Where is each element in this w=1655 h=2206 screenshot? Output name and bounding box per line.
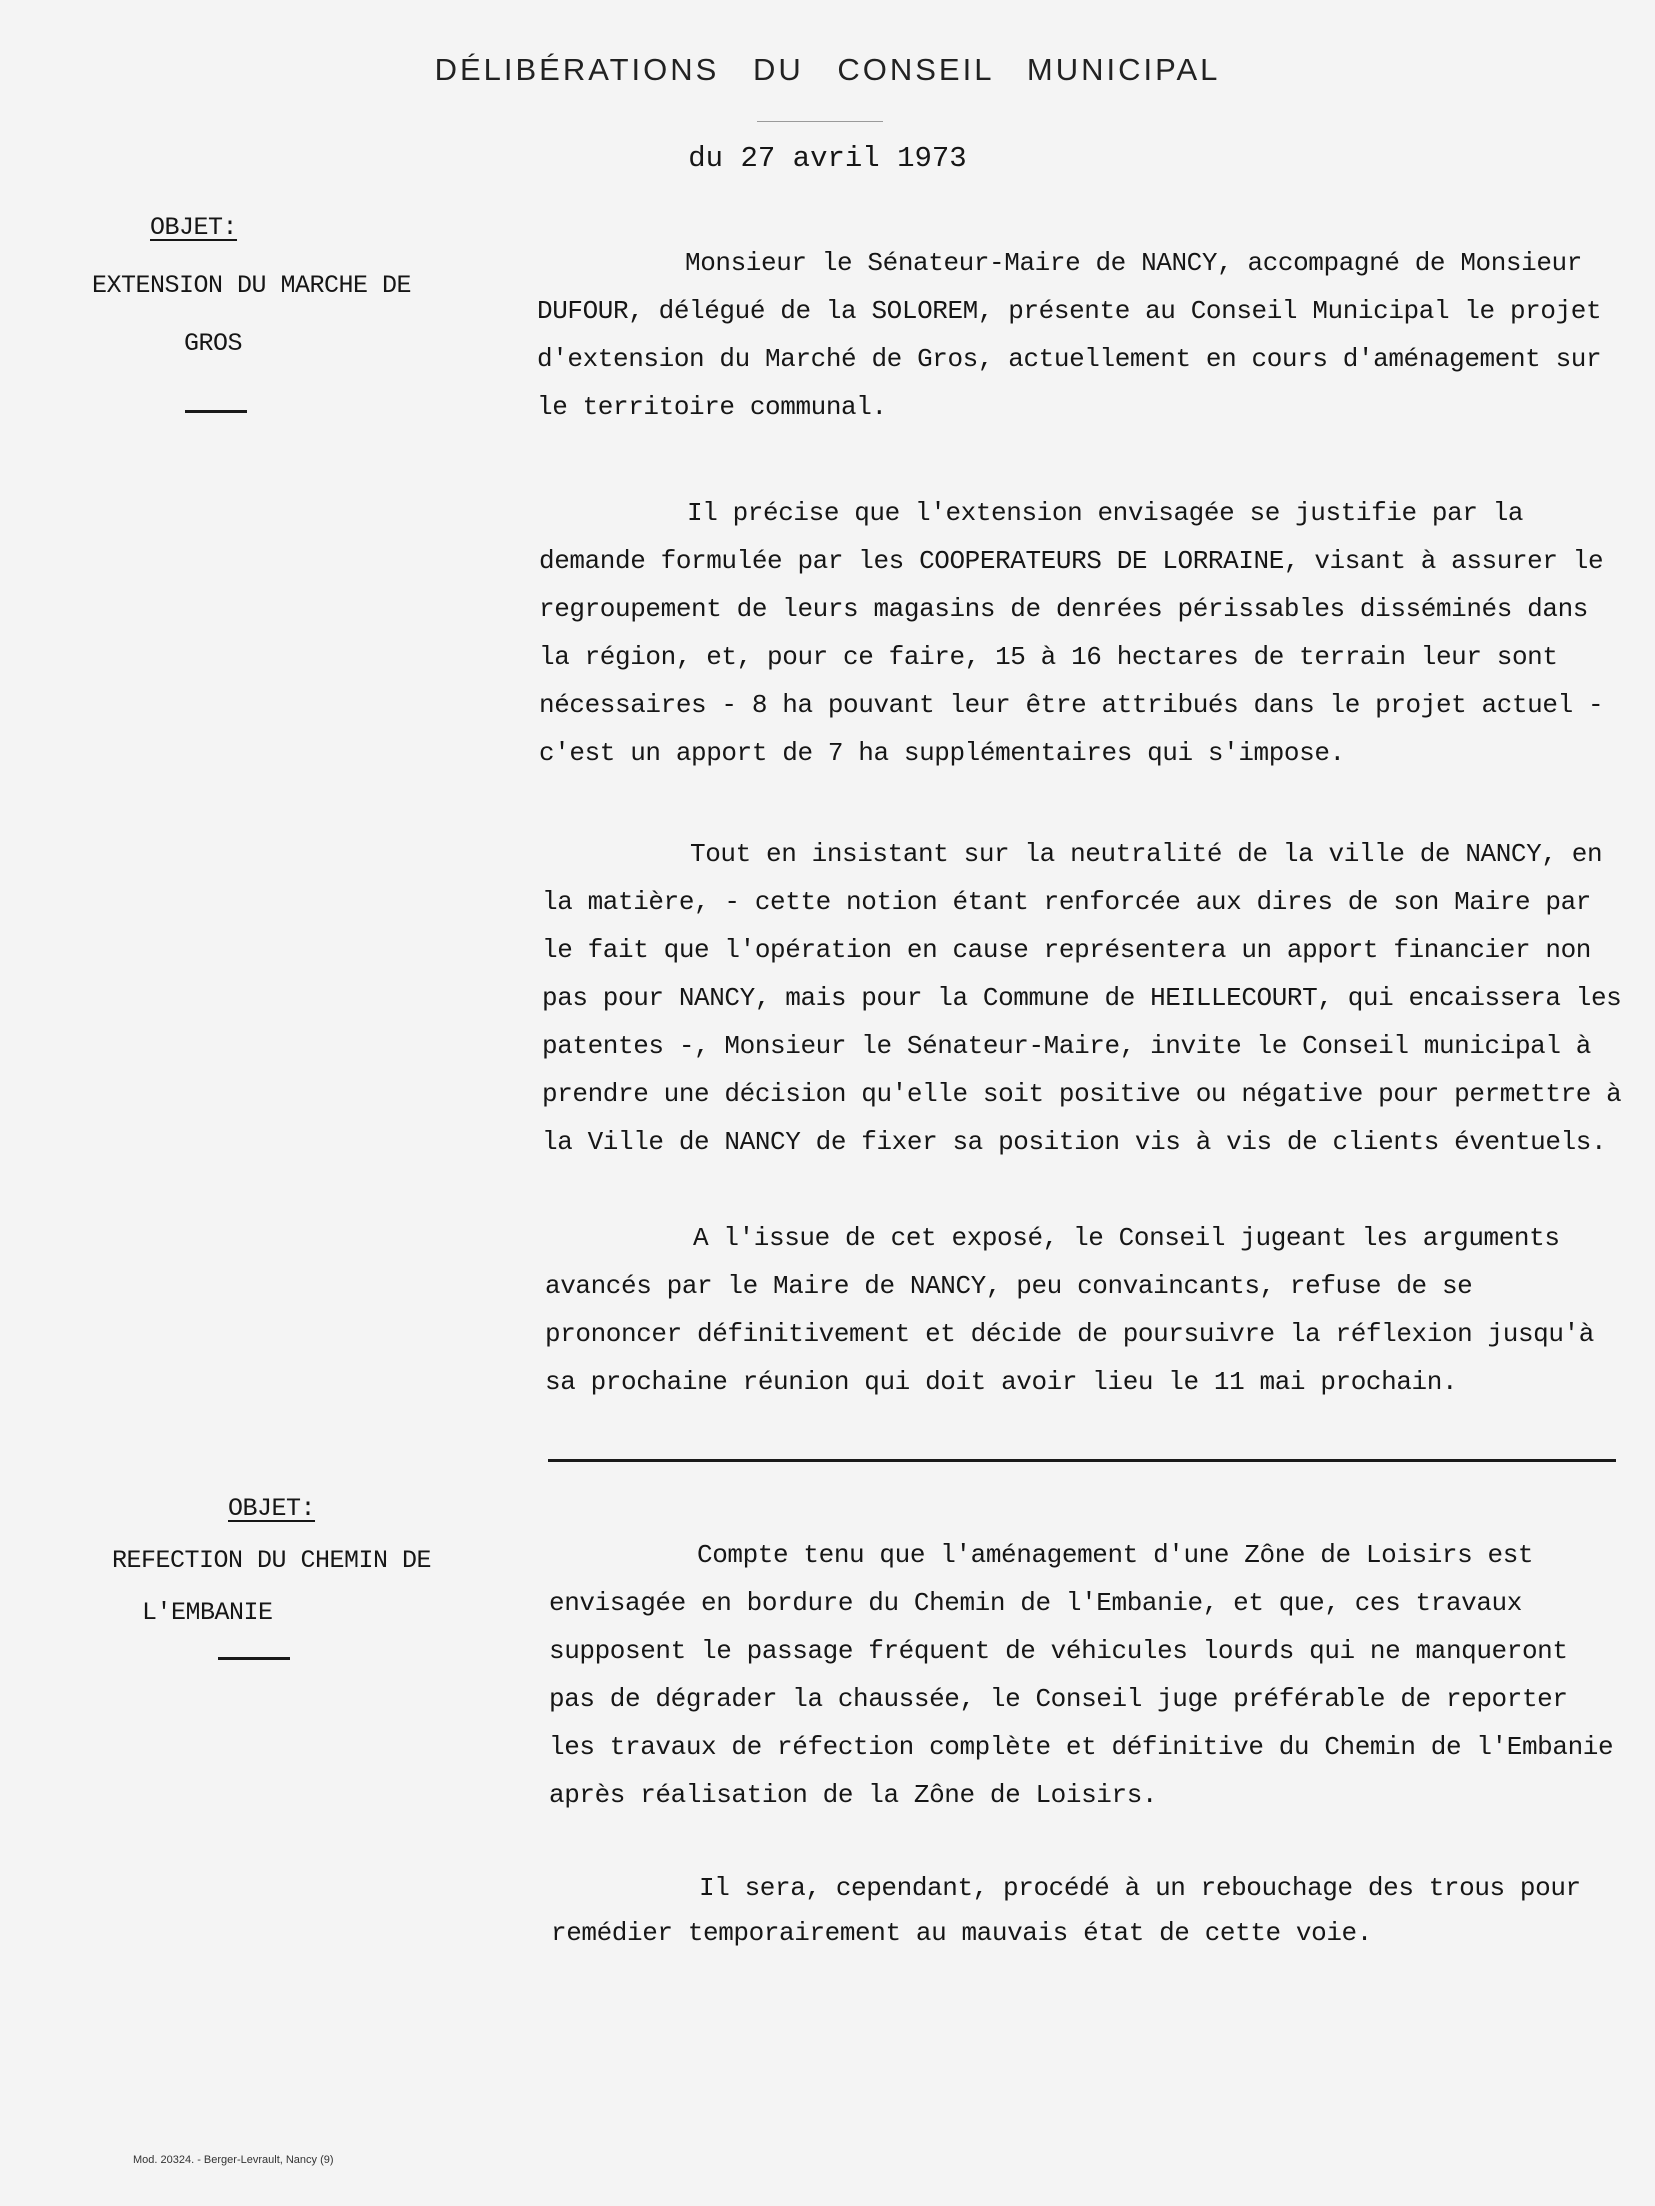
margin-dash: [218, 1657, 290, 1660]
subject-line: L'EMBANIE: [142, 1598, 273, 1627]
paragraph: Compte tenu que l'aménagement d'une Zône de Loisirs est envisagée en bordure du Chemin de l'Embanie, et que, ces travaux supposent le passage fréquent de véhicules lourds qui ne manqueront pas de dégrader la chaussée, le Conseil juge préférable de reporter les travaux de réfection complète et définitive du Chemin de l'Embanie après réalisation de la Zône de Loisirs.: [549, 1540, 1614, 1810]
paragraph: Il précise que l'extension envisagée se justifie par la demande formulée par les COOPERATEURS DE LORRAINE, visant à assurer le regroupement de leurs magasins de denrées périssables disséminés dans la région, et, pour ce faire, 15 à 16 hectares de terrain leur sont nécessaires - 8 ha pouvant leur être attribués dans le projet actuel - c'est un apport de 7 ha supplémentaires qui s'impose.: [539, 498, 1604, 768]
margin-dash: [185, 410, 247, 413]
subject-line: REFECTION DU CHEMIN DE: [112, 1546, 432, 1575]
session-date: du 27 avril 1973: [688, 142, 967, 175]
paragraph: Il sera, cependant, procédé à un rebouchage des trous pour remédier temporairement au mauvais état de cette voie.: [551, 1873, 1581, 1948]
margin-subject-1: [92, 199, 452, 373]
paragraph: Monsieur le Sénateur-Maire de NANCY, accompagné de Monsieur DUFOUR, délégué de la SOLOREM, présente au Conseil Municipal le projet d'extension du Marché de Gros, actuellement en cours d'aménagement sur le territoire communal.: [537, 248, 1602, 422]
margin-subject-2: [112, 1483, 492, 1639]
paragraph: Tout en insistant sur la neutralité de la ville de NANCY, en la matière, - cette notion étant renforcée aux dires de son Maire par le fait que l'opération en cause représentera un apport financier non pas pour NANCY, mais pour la Commune de HEILLECOURT, qui encaissera les patentes -, Monsieur le Sénateur-Maire, invite le Conseil municipal à prendre une décision qu'elle soit positive ou négative pour permettre à la Ville de NANCY de fixer sa position vis à vis de clients éventuels.: [542, 839, 1622, 1157]
page-title: DÉLIBÉRATIONS DU CONSEIL MUNICIPAL: [434, 52, 1221, 87]
section-separator: [548, 1459, 1616, 1462]
title-rule: [757, 121, 883, 122]
printer-mark: Mod. 20324. - Berger-Levrault, Nancy (9): [133, 2154, 334, 2166]
subject-line: EXTENSION DU MARCHE DE: [92, 271, 412, 300]
objet-label: OBJET:: [150, 213, 238, 242]
subject-line: GROS: [184, 329, 243, 358]
objet-label: OBJET:: [228, 1494, 316, 1523]
paragraph: A l'issue de cet exposé, le Conseil jugeant les arguments avancés par le Maire de NANCY, peu convaincants, refuse de se prononcer définitivement et décide de poursuivre la réflexion jusqu'à sa prochaine réunion qui doit avoir lieu le 11 mai prochain.: [545, 1223, 1594, 1397]
